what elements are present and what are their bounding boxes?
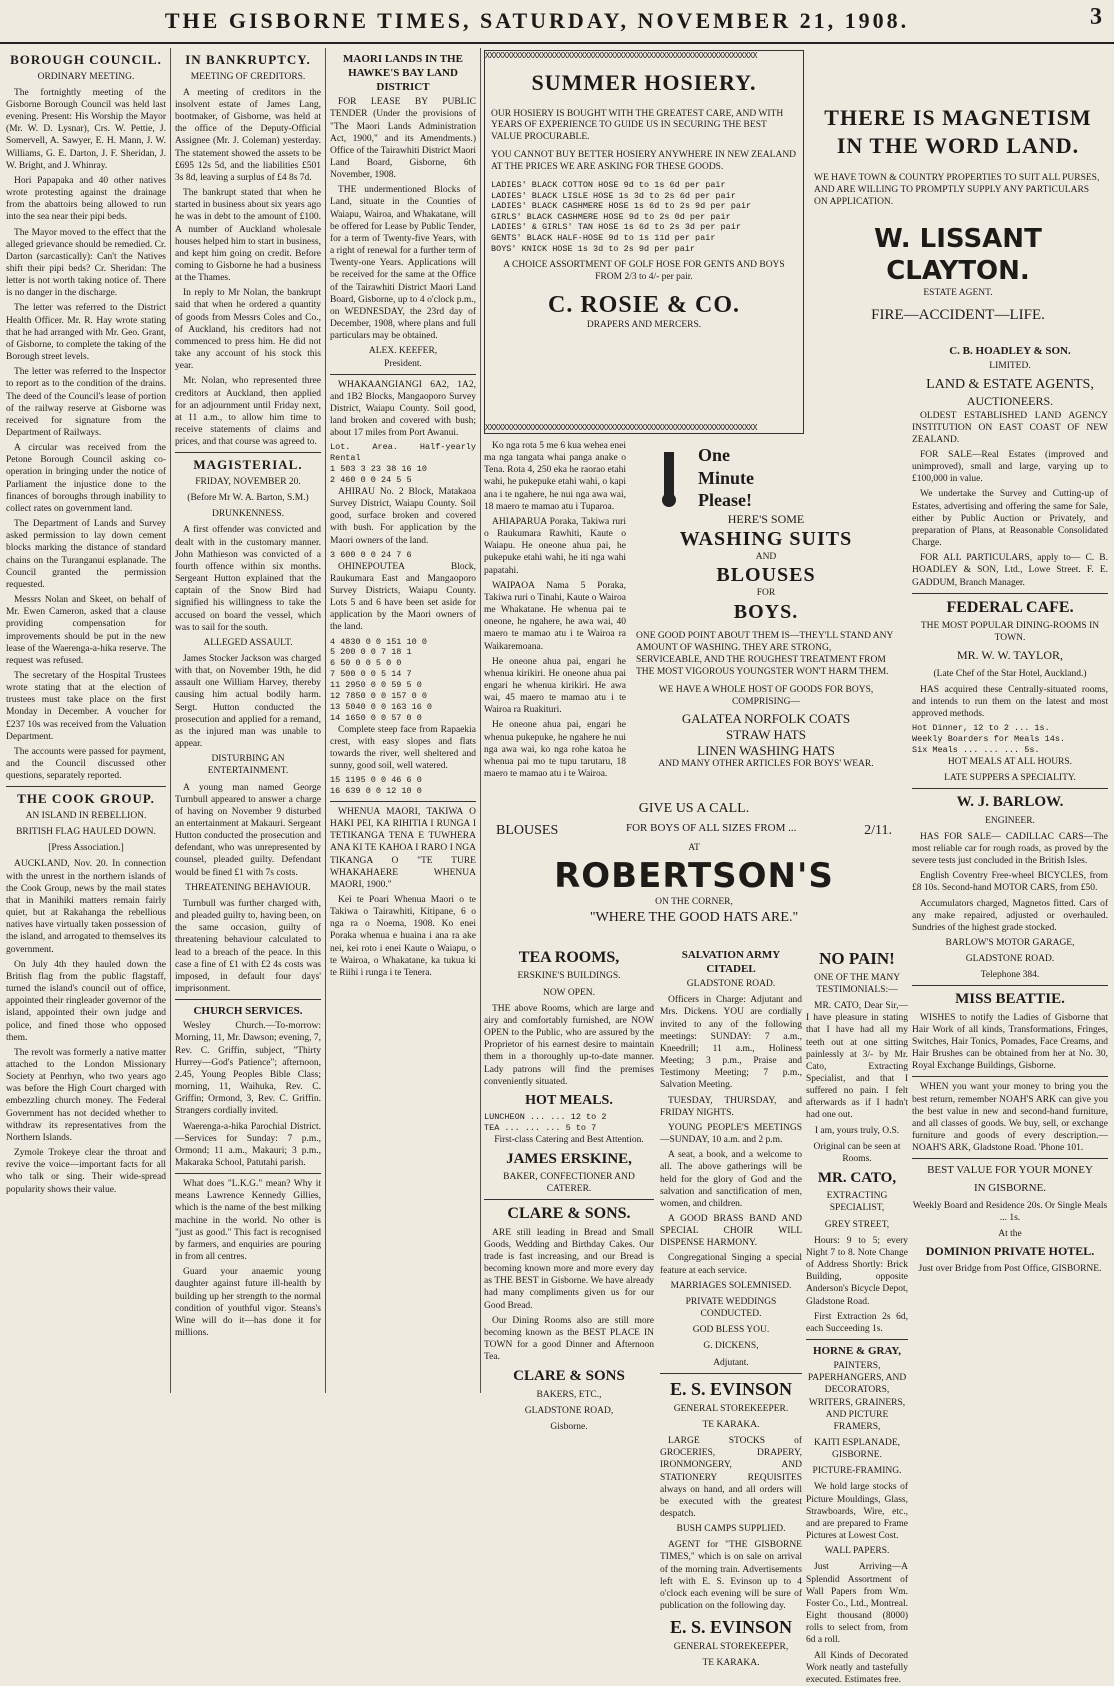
ad-text: Accumulators charged, Magnetos fitted. Cars of any make repaired, adjusted or overhauled. Sundries of the highest grade stocked. — [912, 898, 1108, 933]
dateline: [Press Association.] — [48, 843, 124, 854]
ad-subtitle: GLADSTONE ROAD. — [686, 979, 776, 990]
firm-subtitle: BAKER, CONFECTIONER AND CATERER. — [503, 1171, 635, 1195]
product-line: LINEN WASHING HATS — [697, 743, 835, 758]
signature-role: Adjutant. — [713, 1357, 749, 1368]
column-rule — [170, 48, 171, 1393]
column-salvation-army — [660, 944, 802, 1669]
ad-headline: IN GISBORNE. — [973, 1182, 1047, 1195]
divider — [912, 1158, 1108, 1159]
article-paragraph: WHENUA MAORI, TAKIWA O HAKI PEI, KA RIHITIA I RUNGA I TETIKANGA TENA E TUWHERA ANA KI TE KAHOA I RARO I NGA TIKANGA O "TE TURE WHAKAHAERE WHENUA MAORI, 1900." — [330, 806, 476, 890]
ad-headline: THERE IS MAGNETISM — [824, 105, 1092, 130]
ad-subtitle: NOW OPEN. — [542, 987, 596, 998]
section-subheading: (Before Mr W. A. Barton, S.M.) — [187, 493, 309, 504]
article-paragraph: The Department of Lands and Survey asked permission to lay down cement blocks marking the distance of standard chains on the Turanganui esplanade. The Council granted the permission requested. — [6, 519, 166, 590]
article-paragraph: The letter was referred to the Inspector to report as to the condition of the drains. The deed of the Council's lease of portion of the railway reserve at Gisborne was received for signature from the Department of Railways. — [6, 367, 166, 438]
article-paragraph: The bankrupt stated that when he started in business about six years ago he was in debt to the amount of £100. A number of Auckland wholesale houses helped him to start in business, and kept him going on credit. Before coming to Gisborne he had a business at the Thames. — [175, 188, 321, 284]
ad-text: We undertake the Survey and Cutting-up of Estates, advertising and offering the same for Sale, either by Public Auction or Privately, and preparation of Plans, at Reasonable Consolidated Charge. — [912, 489, 1108, 549]
ad-text: WE HAVE A WHOLE HOST OF GOODS FOR BOYS, COMPRISING— — [658, 684, 874, 707]
section-subheading: AN ISLAND IN REBELLION. — [25, 811, 147, 821]
article-paragraph: AHIAPARUA Poraka, Takiwa ruri o Raukumara Rawhiti, Kaute o Waiapu. He oneone ahua pai, he pukepuke etahi wahi, he iti nga wahi papatahi. — [484, 516, 626, 576]
article-paragraph: OHINEPOUTEA Block, Raukumara East and Mangaoporo Survey Districts, Waiapu County. Lots 5 and 6 have been set aside for application by the Maori owners of the land. — [330, 561, 476, 633]
article-paragraph: A first offender was convicted and dealt with in the customary manner. John Mathieson was convicted of a fourth offence within six months. Sergeant Hutton explained that the captain of the Snow Bird had signified his willingness to take the accused on board the vessel, which was to sail for the south. — [175, 525, 321, 633]
ad-subtitle: PICTURE-FRAMING. — [812, 1466, 902, 1477]
signature-name: ALEX. KEEFER, — [368, 346, 438, 357]
article-paragraph: WHAKAANGIANGI 6A2, 1A2, and 1B2 Blocks, Mangaoporo Survey District, Waiapu County. Soil good, land broken and covered with bush; about 17 miles from Port Awanui. — [330, 379, 476, 439]
article-paragraph: The secretary of the Hospital Trustees wrote stating that at the election of trustees must take place on the first Monday in December. A voucher for £237 10s was received from the Valuation Department. — [6, 670, 166, 742]
ad-summer-hosiery — [484, 50, 804, 434]
ad-text: OLDEST ESTABLISHED LAND AGENCY INSTITUTION ON EAST COAST OF NEW ZEALAND. — [912, 410, 1108, 445]
firm-name: E. S. EVINSON — [669, 1378, 793, 1399]
ad-text: THE above Rooms, which are large and airy and comfortably furnished, are NOW OPEN to the Public, who are assured by the Proprietor of his earnest desire to maintain them in a thoroughly up-to-date manner. Lady patrons will find the premises conveniently situated. — [484, 1003, 654, 1087]
column-bankruptcy — [175, 48, 321, 1393]
lease-table-row: 7 500 0 0 5 14 7 — [330, 669, 412, 680]
ad-title: HOT MEALS. — [525, 1092, 613, 1108]
ad-text: MARRIAGES SOLEMNISED. — [670, 1280, 792, 1291]
ad-text: AND MANY OTHER ARTICLES FOR BOYS' WEAR. — [658, 759, 874, 770]
ad-text: ARE still leading in Bread and Small Goods, Wedding and Birthday Cakes. Our trade is fast increasing, and our Bread is becoming known more and more every day as THE BEST in Gisborne. We have already had many compliments given us for our Good Bread. — [484, 1227, 654, 1311]
divider — [330, 374, 476, 375]
ad-text: AT — [688, 843, 700, 853]
menu-line: LUNCHEON ... ... 12 to 2 — [484, 1111, 607, 1122]
price: 2/11. — [864, 822, 892, 838]
ad-text: YOUNG PEOPLE'S MEETINGS—SUNDAY, 10 a.m. and 2 p.m. — [660, 1122, 802, 1146]
article-paragraph: What does "L.K.G." mean? Why it means Lawrence Kennedy Gillies, which is the name of the best milking machine in the world. No other is "just as good." This fact is recognised by farmers, and enquiries are pouring in from all centres. — [175, 1179, 321, 1263]
product-line: GALATEA NORFOLK COATS — [681, 710, 851, 726]
ad-headline: LAND & ESTATE AGENTS, — [926, 377, 1094, 393]
price-item: GENTS' BLACK HALF-HOSE 9d to 1s 11d per pair — [491, 233, 716, 243]
ad-headline: Please! — [698, 490, 752, 510]
signature-role: President. — [384, 358, 422, 369]
ad-lissant-clayton — [808, 84, 1108, 334]
ad-text: Congregational Singing a special feature at each service. — [660, 1253, 802, 1276]
lease-table-row: 5 200 0 0 7 18 1 — [330, 647, 412, 658]
divider — [912, 985, 1108, 986]
ad-text: BLOUSES — [496, 822, 559, 838]
firm-subtitle: TE KARAKA. — [702, 1419, 760, 1430]
ad-text: First-class Catering and Best Attention. — [494, 1134, 644, 1145]
ad-headline: BOYS. — [733, 601, 799, 624]
border-pattern: XXXXXXXXXXXXXXXXXXXXXXXXXXXXXXXXXXXXXXXXXXXXXXXXXXXXXXXXXXXXXXX — [485, 51, 757, 60]
ad-subtitle: ERSKINE'S BUILDINGS. — [517, 971, 621, 982]
ad-text: We hold large stocks of Picture Mouldings, Glass, Strawboards, Wire, etc., and are prepared to Frame Pictures at Lowest Cost. — [806, 1482, 908, 1542]
divider — [6, 786, 166, 787]
ad-text: FOR — [756, 588, 776, 599]
firm-name: C. ROSIE & CO. — [547, 292, 741, 318]
hand-pointer-icon — [650, 448, 690, 508]
firm-name: FEDERAL CAFE. — [946, 598, 1074, 616]
ad-text: (Late Chef of the Star Hotel, Auckland.) — [933, 668, 1087, 679]
article-paragraph: In reply to Mr Nolan, the bankrupt said that when he ordered a quantity of goods from Messrs Coles and Co., of Auckland, his creditors had not commenced to press him. He did not take any account of his stock this year. — [175, 288, 321, 372]
ad-text: Weekly Board and Residence 20s. Or Single Meals ... 1s. — [912, 1200, 1108, 1223]
ad-text: Our Dining Rooms also are still more becoming known as the BEST PLACE IN TOWN for a good Dinner and Afternoon Tea. — [484, 1315, 654, 1363]
article-paragraph: The Mayor moved to the effect that the alleged grievance should be remedied. Cr. Darton (sarcastically): Can't the Natives shift their pipi beds? Cr. Sheridan: The letter is not worth taking notice of. There is no danger in the discharge. — [6, 227, 166, 299]
column-rule — [325, 48, 326, 1393]
firm-subtitle: GLADSTONE ROAD. — [965, 954, 1055, 965]
proprietor-name: MR. W. W. TAYLOR, — [956, 648, 1064, 663]
ad-text: GIVE US A CALL. — [638, 801, 750, 816]
section-subheading: BRITISH FLAG HAULED DOWN. — [16, 827, 156, 838]
firm-name: JAMES ERSKINE, — [506, 1150, 632, 1167]
article-paragraph: Complete steep face from Rapaekia crest, with easy slopes and flats towards the river, well sheltered and sunny, good soil, well watered. — [330, 724, 476, 772]
article-paragraph: WAIPAOA Nama 5 Poraka, Takiwa ruri o Tinahi, Kaute o Wairoa me Whakatane. He whenua pai te oneone, he ngahere, he awa wai, 40 maero te mamao atu i te Wairoa ra Waikaremoana. — [484, 580, 626, 652]
ad-text: OUR HOSIERY IS BOUGHT WITH THE GREATEST CARE, AND WITH YEARS OF EXPERIENCE TO GUIDE US IN SECURING THE BEST VALUE PROCURABLE. — [491, 108, 784, 143]
ad-robertsons-bottom — [486, 800, 902, 940]
ad-text: At the — [998, 1228, 1022, 1239]
article-paragraph: The revolt was formerly a native matter attached to the London Missionary Society at Penrhyn, who two years ago was before the High Court charged with embezzling church money. The Federal Government has not decided whether to withdraw its representatives from the Northern Islands. — [6, 1047, 166, 1143]
firm-subtitle: Telephone 384. — [980, 970, 1040, 981]
column-rule — [480, 48, 481, 1393]
lease-table-header: Lot. Area. Half-yearly Rental — [330, 442, 476, 464]
ad-text: AGENT for "THE GISBORNE TIMES," which is on sale on arrival of the morning train. Advertisements left with E. S. Evinson up to 4 o'clock each evening will be sure of publication on the following day. — [660, 1540, 802, 1612]
firm-subtitle: GREY STREET, — [824, 1219, 890, 1230]
ad-text: A CHOICE ASSORTMENT OF GOLF HOSE FOR GENTS AND BOYS FROM 2/3 to 4/- per pair. — [503, 260, 785, 283]
ad-text: BUSH CAMPS SUPPLIED. — [676, 1524, 786, 1535]
ad-headline: AUCTIONEERS. — [966, 394, 1054, 409]
price-item: GIRLS' BLACK CASHMERE HOSE 9d to 2s 0d per pair — [491, 211, 731, 222]
ad-title: NO PAIN! — [819, 949, 895, 968]
lease-table-row: 16 639 0 0 12 10 0 — [330, 786, 422, 797]
firm-name: BARLOW'S MOTOR GARAGE, — [945, 937, 1075, 948]
firm-name: W. J. BARLOW. — [956, 794, 1064, 811]
divider — [175, 1173, 321, 1174]
firm-name: MR. CATO, — [817, 1170, 897, 1187]
article-paragraph: Messrs Nolan and Skeet, on behalf of Mr. Ewen Cameron, asked that a clause providing compensation for improvements should be put in the new lease of the Waerenga-a-hika reserve. The request was refused. — [6, 595, 166, 666]
lease-table-row: 14 1650 0 0 57 0 0 — [330, 712, 422, 723]
divider — [484, 1199, 654, 1200]
ad-title: SUMMER HOSIERY. — [531, 70, 757, 95]
ad-text: LARGE STOCKS of GROCERIES, DRAPERY, IRONMONGERY, AND STATIONERY REQUISITES always on hand, and all orders will be executed with the greatest despatch. — [660, 1436, 802, 1519]
article-paragraph: Ko nga rota 5 me 6 kua wehea enei ma nga tangata whai panga anake o Tena. Rota 4, 250 eka he raorao etahi wahi, he pukepuke etahi wahi, o kapi ana i te ngahere, he nui nga awa wai, 18 maero te mamao atu i Tuparoa. — [484, 441, 627, 512]
masthead — [0, 0, 1114, 44]
ad-subtitle: WALL PAPERS. — [824, 1546, 890, 1557]
section-subheading: ALLEGED ASSAULT. — [203, 637, 293, 648]
article-paragraph: A young man named George Turnbull appeared to answer a charge of having on November 9 disturbed an entertainment at Makauri. Sergeant Hutton conducted the prosecution and defendant, who was unrepresented by counsel, pleaded guilty. Defendant would be fined £1 with 7s costs. — [175, 782, 321, 878]
firm-name: MISS BEATTIE. — [955, 991, 1065, 1008]
ad-text: HOT MEALS AT ALL HOURS. — [947, 757, 1073, 768]
article-paragraph: A meeting of creditors in the insolvent estate of James Lang, bootmaker, of Gisborne, was held at the office of the Deputy-Official Assignee (Mr. J. Coleman) yesterday. The statement showed the assets to be £695 12s 5d, and the liabilities £501 3s 8d, leaving a surplus of £4 8s 7d. — [175, 87, 321, 183]
firm-subtitle: DRAPERS AND MERCERS. — [586, 320, 702, 330]
ad-text: Original can be seen at Rooms. — [813, 1141, 901, 1164]
ad-text: HAS acquired these Centrally-situated rooms, and intends to run them on the latest and most approved methods. — [912, 684, 1108, 720]
firm-name: C. B. HOADLEY & SON. — [949, 345, 1071, 357]
ad-title: TEA ROOMS, — [518, 949, 620, 966]
newspaper-title: THE GISBORNE TIMES, SATURDAY, NOVEMBER 21, 1908. — [164, 8, 910, 33]
lease-table-row: 1 503 3 23 38 16 10 — [330, 464, 427, 475]
ad-text: A seat, a book, and a welcome to all. The above gatherings will be held for the glory of God and the salvation and sanctification of men, women, and children. — [660, 1150, 802, 1209]
firm-name: CLARE & SONS — [513, 1368, 625, 1385]
article-paragraph: Zymole Trokeye clear the throat and revive the voice—important facts for all who talk or sing. Their wide-spread popularity shows their value. — [6, 1148, 166, 1195]
section-heading: THE COOK GROUP. — [17, 791, 155, 807]
signature-name: G. DICKENS, — [703, 1341, 759, 1352]
article-paragraph: On July 4th they hauled down the British flag from the public flagstaff, turned the island's council out of office, appointed their ringleader governor of the island, appointed their own judge and police, and fined those who opposed them. — [6, 959, 166, 1043]
column-borough-council — [6, 48, 166, 1393]
menu-line: Hot Dinner, 12 to 2 ... 1s. — [912, 723, 1050, 734]
divider — [175, 999, 321, 1000]
section-heading: CHURCH SERVICES. — [193, 1005, 303, 1018]
article-paragraph: The letter was referred to the District Health Officer. Mr. R. Hay wrote stating that he had arranged with Mr. Geo. Grant, of Gisborne, to complete the taking of the Borough street levels. — [6, 303, 166, 363]
ad-text: GOD BLESS YOU. — [692, 1325, 770, 1336]
section-subheading: DISTURBING AN ENTERTAINMENT. — [207, 754, 289, 777]
column-maori-lands — [330, 48, 476, 1393]
firm-subtitle: ESTATE AGENT. — [923, 287, 993, 298]
menu-line: Weekly Boarders for Meals 14s. — [912, 734, 1066, 745]
ad-text: Officers in Charge: Adjutant and Mrs. Dickens. YOU are cordially invited to any of the following meetings: SUNDAY: 7 a.m., Kneedrill; 11 a.m., Holiness Meeting; 3 p.m., Praise and Testimony Meeting; 7 p.m., Salvation Meeting. — [660, 995, 802, 1091]
ad-text: English Coventry Free-wheel BICYCLES, from £8 10s. Second-hand MOTOR CARS, from £50. — [912, 871, 1108, 894]
section-subheading: MEETING OF CREDITORS. — [190, 71, 306, 82]
ad-text: HAS FOR SALE— CADILLAC CARS—The most reliable car for rough roads, as proved by the severe tests just concluded in the British Isles. — [912, 831, 1108, 867]
divider — [175, 452, 321, 453]
ad-text: LATE SUPPERS A SPECIALITY. — [944, 773, 1076, 784]
ad-title: SALVATION ARMY CITADEL — [681, 949, 781, 976]
ad-headline: Minute — [698, 467, 754, 488]
page-number: 3 — [1090, 4, 1102, 30]
section-subheading: DRUNKENNESS. — [211, 509, 285, 520]
ad-text: WISHES to notify the Ladies of Gisborne that Hair Work of all kinds, Transformations, Fringes, Switches, Hair Tonics, Pomades, Face Creams, and Hair Brushes can be obtained from her at No. 30, Royal Exchange Buildings, Gisborne. — [912, 1012, 1108, 1072]
column-tea-rooms — [484, 944, 654, 1432]
ad-text: WE HAVE TOWN & COUNTRY PROPERTIES TO SUIT ALL PURSES, AND ARE WILLING TO PROMPTLY SUPPLY ANY PARTICULARS ON APPLICATION. — [814, 173, 1100, 207]
ad-title: CLARE & SONS. — [507, 1205, 631, 1223]
product-line: STRAW HATS — [726, 726, 806, 742]
ad-headline: WASHING SUITS — [679, 527, 853, 550]
firm-subtitle: THE MOST POPULAR DINING-ROOMS IN TOWN. — [920, 621, 1100, 644]
menu-line: Six Meals ... ... ... 5s. — [912, 745, 1040, 756]
price-item: LADIES' BLACK CASHMERE HOSE 1s 6d to 2s 9d per pair — [491, 201, 752, 212]
column-dentist — [806, 944, 908, 1685]
ad-motto: "WHERE THE GOOD HATS ARE." — [589, 910, 799, 926]
firm-name: HORNE & GRAY, — [812, 1345, 902, 1357]
firm-subtitle: LIMITED. — [989, 361, 1031, 372]
article-paragraph: He oneone ahua pai, engari he whenua kirikiri. He oneone ahua pai engari he whenua kirikiri. He awa wai, 45 maero te mamao atu i te Wairoa ra Ruakituri. — [484, 656, 626, 716]
article-paragraph: Kei te Poari Whenua Maori o te Takiwa o Tairawhiti, Kitipane, 6 o nga ra o Noema, 1908. Ko enei Poraka whenua e huaina i ana ra ake nei, kei roto i enei Kaute o Waiapu, o te Wairoa, o Whakatane, ka tukua ki te Riihi i runga i te Tenera. — [330, 895, 476, 978]
ad-subtitle: ONE OF THE MANY TESTIMONIALS:— — [813, 972, 901, 995]
article-paragraph: Mr. Nolan, who represented three creditors at Auckland, then applied for an adjournment until Friday next, at 11 a.m., to allow him time to receive statements of claims and prices, and that course was agreed to. — [175, 376, 321, 448]
ad-robertsons — [630, 440, 902, 796]
ad-text: WHEN you want your money to bring you the best return, remember NOAH'S ARK can give you the best value in new and second-hand furniture, and all classes of goods. We buy, sell, or exchange furniture and goods of every description.—NOAH'S ARK, Gladstone Road. 'Phone 101. — [912, 1082, 1108, 1154]
firm-subtitle: GENERAL STOREKEEPER. — [673, 1403, 789, 1414]
section-heading: BOROUGH COUNCIL. — [10, 52, 162, 67]
ad-text: PRIVATE WEDDINGS CONDUCTED. — [685, 1296, 777, 1320]
article-paragraph: He oneone ahua pai, engari he whenua pukepuke, he ngahere he nui nga awa wai, ko nga rohe katoa he whenua pai mo te tupu tarutaru, 18 maero te mamao atu i te Wairoa. — [484, 720, 626, 780]
firm-subtitle: ENGINEER. — [985, 815, 1035, 826]
article-paragraph: THE undermentioned Blocks of Land, situate in the Counties of Waiapu, Wairoa, and Whakatane, will be offered for Lease by Public Tender, for a term of Twenty-five Years, with a right of renewal for a further term of Twenty-one Years. Applications will be received for the same at the Office of the Tairawhiti District Maori Land Board, Gisborne, up to 4 o'clock p.m., on WEDNESDAY, the 23rd day of December, 1908, where plans and full particulars may be obtained. — [330, 185, 476, 342]
ad-text: TUESDAY, THURSDAY, and FRIDAY NIGHTS. — [660, 1095, 802, 1118]
divider — [806, 1339, 908, 1340]
firm-subtitle: KAITI ESPLANADE, GISBORNE. — [813, 1438, 901, 1461]
ad-text: AND — [755, 551, 777, 562]
ad-text: Just over Bridge from Post Office, GISBORNE. — [918, 1264, 1102, 1275]
firm-subtitle: GLADSTONE ROAD, — [524, 1405, 614, 1416]
section-heading: MAGISTERIAL. — [193, 457, 303, 473]
firm-name: W. LISSANT CLAYTON. — [874, 223, 1042, 287]
article-paragraph: The accounts were passed for payment, and the Council discussed other questions, separately reported. — [6, 746, 166, 782]
lease-table-row: 4 4830 0 0 151 10 0 — [330, 636, 427, 647]
divider — [912, 593, 1108, 594]
firm-subtitle: Gisborne. — [550, 1421, 588, 1432]
signature-name: I am, yours truly, O.S. — [814, 1125, 900, 1136]
firm-subtitle: EXTRACTING SPECIALIST, — [826, 1191, 888, 1214]
lease-table-row: 12 7850 0 0 157 0 0 — [330, 690, 427, 701]
firm-subtitle: BAKERS, ETC., — [536, 1389, 602, 1400]
section-heading: MAORI LANDS IN THE HAWKE'S BAY LAND DISTRICT — [343, 53, 463, 94]
lease-table-row: 3 600 0 0 24 7 6 — [330, 549, 412, 560]
article-paragraph: Guard your anaemic young daughter against future ill-health by building up her strength to the normal condition of youthful vigor. Steans's Wine will do it—has done it for millions. — [175, 1267, 321, 1339]
ad-text: FOR ALL PARTICULARS, apply to— C. B. HOADLEY & SON, Ltd., Lowe Street. F. E. GADDUM, Branch Manager. — [912, 553, 1108, 588]
firm-subtitle: TE KARAKA. — [702, 1658, 760, 1669]
lease-table-row: 6 50 0 0 5 0 0 — [330, 658, 402, 669]
border-pattern: XXXXXXXXXXXXXXXXXXXXXXXXXXXXXXXXXXXXXXXXXXXXXXXXXXXXXXXXXXXXXXX — [485, 423, 757, 432]
article-paragraph: Turnbull was further charged with, and pleaded guilty to, having been, on the same occasion, guilty of threatening behaviour calculated to lead to a breach of the peace. In this case a fine of £1 with £2 4s costs was imposed, in default four days' imprisonment. — [175, 898, 321, 995]
maori-land-notices — [484, 440, 627, 780]
firm-subtitle: PAINTERS, PAPERHANGERS, AND DECORATORS, WRITERS, GRAINERS, AND PICTURE FRAMERS, — [807, 1361, 907, 1432]
ad-headline: IN THE WORD LAND. — [836, 132, 1080, 158]
lease-table-row: 11 2950 0 0 59 5 0 — [330, 680, 422, 691]
ad-headline: BEST VALUE FOR YOUR MONEY — [927, 1164, 1093, 1177]
ad-text: MR. CATO, Dear Sir,— I have pleasure in stating that I have had all my teeth out at one sitting painlessly at 3/- by Mr. Cato, Extracting Specialist, and that I suffered no pain. I felt afterwards as if I hadn't had one out. — [806, 1001, 908, 1121]
article-paragraph: Hori Papapaka and 40 other natives wrote protesting against the drainage from the abattoirs being allowed to run into the sea near their pipi beds. — [6, 175, 166, 223]
ad-text: YOU CANNOT BUY BETTER HOSIERY ANYWHERE IN NEW ZEALAND AT THE PRICES WE ARE ASKING FOR THESE GOODS. — [491, 150, 797, 172]
article-paragraph: AHIRAU No. 2 Block, Matakaoa Survey District, Waiapu County. Soil good, surface broken and covered with bush. For application by the Maori owners of the land. — [330, 486, 476, 546]
ad-headline: BLOUSES — [716, 564, 816, 587]
section-subheading: THREATENING BEHAVIOUR. — [185, 882, 311, 893]
price-item: BOYS' KNICK HOSE 1s 3d to 2s 9d per pair — [491, 243, 696, 254]
section-subheading: ORDINARY MEETING. — [37, 71, 135, 82]
ad-text: HERE'S SOME — [727, 511, 805, 526]
ad-text: A GOOD BRASS BAND AND SPECIAL CHOIR WILL DISPENSE HARMONY. — [660, 1213, 802, 1249]
menu-line: TEA ... ... ... 5 to 7 — [484, 1122, 597, 1133]
divider — [912, 1076, 1108, 1077]
divider — [330, 801, 476, 802]
article-paragraph: The fortnightly meeting of the Gisborne Borough Council was held last evening. Present: His Worship the Mayor (Mr. W. D. Lysnar), Crs. W. Pettie, J. Somervell, A. Sawyer, E. H. Mann, J. W. Williams, G. E. Darton, J. F. Sheridan, J. W. Bright, and J. Whinray. — [6, 87, 166, 171]
article-paragraph: Waerenga-a-hika Parochial District.—Services for Sunday: 7 p.m., Ormond; 11 a.m., Makauri; 3 p.m., Makaraka School, Patutahi parish. — [175, 1121, 321, 1168]
divider — [912, 788, 1108, 789]
price-item: LADIES' BLACK LISLE HOSE 1s 3d to 2s 6d per pair — [491, 190, 736, 201]
firm-name: ROBERTSON'S — [554, 855, 834, 896]
ad-text: ONE GOOD POINT ABOUT THEM IS—THEY'LL STAND ANY AMOUNT OF WASHING. THEY ARE STRONG, SERVICEABLE, AND THE ROUGHEST TREATMENT FROM THE MOST VIGOROUS YOUNGSTER WON'T HARM THEM. — [636, 631, 894, 677]
article-paragraph: James Stocker Jackson was charged with that, on November 19th, he did assault one William Harvey, thereby causing him actual bodily harm. Sergt. Hutton conducted the prosecution and applied for a remand, as the injured man was unable to appear. — [175, 653, 321, 750]
firm-name: DOMINION PRIVATE HOTEL. — [925, 1243, 1095, 1258]
article-paragraph: A circular was received from the Petone Borough Council asking co-operation in bringing under the notice of Parliament the injustice done to the finances of boroughs through inability to collect rates on government land. — [6, 443, 166, 514]
firm-subtitle: GENERAL STOREKEEPER, — [673, 1642, 789, 1653]
article-paragraph: FOR LEASE BY PUBLIC TENDER (Under the provisions of "The Maori Lands Administration Act, 1900," and its Amendments.) Office of the Tairawhiti District Maori Land Board, Gisborne, 6th November, 1908. — [330, 97, 476, 181]
lease-table-row: 2 460 0 0 24 5 5 — [330, 475, 412, 486]
section-heading: IN BANKRUPTCY. — [185, 52, 311, 67]
article-paragraph: AUCKLAND, Nov. 20. In connection with the unrest in the northern islands of the Cook Group, news by the mail states that in Manihiki matters remain fairly quiet, but at Rakahanga the rebellious natives have virtually taken possession of the island, and arrogated to themselves its government. — [6, 859, 166, 955]
firm-subtitle: FIRE—ACCIDENT—LIFE. — [871, 306, 1045, 323]
ad-text: All Kinds of Decorated Work neatly and tastefully executed. Estimates free. — [806, 1650, 908, 1685]
ad-text: Hours: 9 to 5; every Night 7 to 8. Note Change of Address Shortly: Brick Building, opposite Anderson's Bicycle Depot, Gladstone Road. — [806, 1235, 908, 1307]
column-right-ads — [912, 340, 1108, 1394]
section-subheading: FRIDAY, NOVEMBER 20. — [195, 476, 301, 487]
lease-table-row: 15 1195 0 0 46 6 0 — [330, 775, 422, 786]
ad-text: FOR SALE—Real Estates (improved and unimproved), small and large, varying up to £100,000 in value. — [912, 449, 1108, 485]
price-item: LADIES' & GIRLS' TAN HOSE 1s 6d to 2s 3d per pair — [491, 222, 741, 233]
article-paragraph: Wesley Church.—To-morrow: Morning, 11, Mr. Dawson; evening, 7, Rev. C. Griffin, subject, "Thirty Hurrey—God's Patience"; afternoon, 2.45, Young Peoples Bible Class; morning, 11, Waihuka, Rev. C. Griffin; Ormond, 3, Rev. C. Griffin. Strangers cordially invited. — [175, 1021, 321, 1117]
ad-text: ON THE CORNER, — [655, 897, 733, 908]
ad-text: FOR BOYS OF ALL SIZES FROM ... — [625, 821, 797, 834]
lease-table-row: 13 5040 0 0 163 16 0 — [330, 701, 433, 712]
firm-name: E. S. EVINSON — [669, 1617, 793, 1638]
ad-text: Just Arriving—A Splendid Assortment of Wall Papers from Wm. Foster Co., Ltd., Montreal. Eight thousand (8000) rolls to select from, from 6d a roll. — [806, 1562, 908, 1646]
ad-headline: One — [698, 445, 731, 465]
divider — [660, 1373, 802, 1374]
ad-text: First Extraction 2s 6d, each Succeeding 1s. — [806, 1311, 908, 1334]
price-item: LADIES' BLACK COTTON HOSE 9d to 1s 6d per pair — [491, 179, 726, 190]
